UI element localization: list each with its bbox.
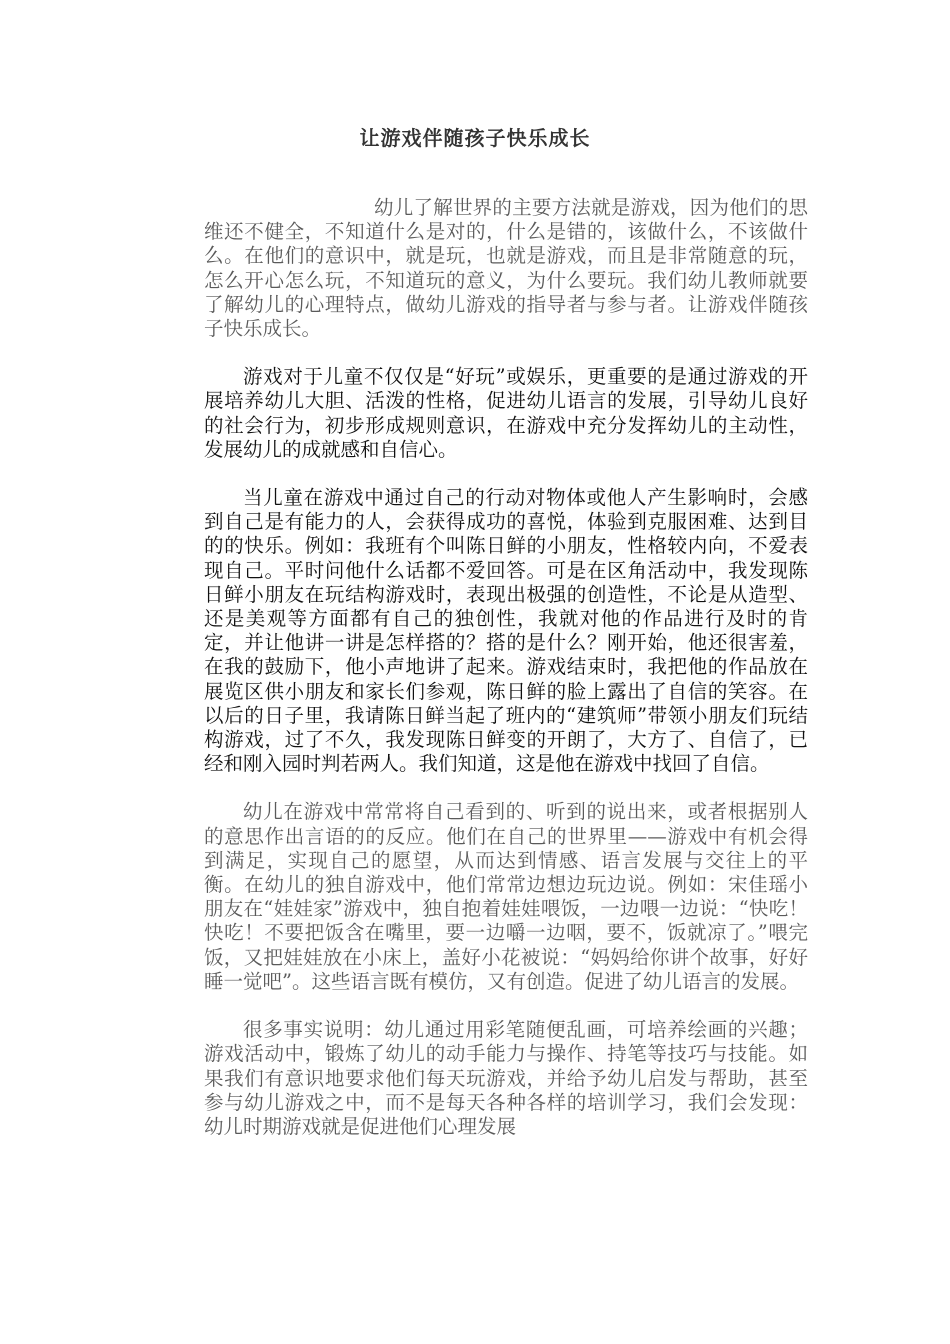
paragraph-3: 当儿童在游戏中通过自己的行动对物体或他人产生影响时，会感到自己是有能力的人，会获得成功的喜悦，体验到克服困难、达到目的的快乐。例如：我班有个叫陈日鲜的小朋友，性格较内向，不爱表现自己。平时问他什么话都不爱回答。可是在区角活动中，我发现陈日鲜小朋友在玩结构游戏时，表现出极强的创造性，不论是从造型、还是美观等方面都有自己的独创性，我就对他的作品进行及时的肯定，并让他讲一讲是怎样搭的？搭的是什么？刚开始，他还很害羞，在我的鼓励下，他小声地讲了起来。游戏结束时，我把他的作品放在展览区供小朋友和家长们参观，陈日鲜的脸上露出了自信的笑容。在以后的日子里，我请陈日鲜当起了班内的“建筑师”带领小朋友们玩结构游戏，过了不久，我发现陈日鲜变的开朗了，大方了、自信了，已经和刚入园时判若两人。我们知道，这是他在游戏中找回了自信。 (204, 486, 808, 776)
paragraph-2: 游戏对于儿童不仅仅是“好玩”或娱乐，更重要的是通过游戏的开展培养幼儿大胆、活泼的性格，促进幼儿语言的发展，引导幼儿良好的社会行为，初步形成规则意识，在游戏中充分发挥幼儿的主动性，发展幼儿的成就感和自信心。 (204, 365, 808, 461)
paragraph-1: 幼儿了解世界的主要方法就是游戏，因为他们的思维还不健全，不知道什么是对的，什么是错的，该做什么，不该做什么。在他们的意识中，就是玩，也就是游戏，而且是非常随意的玩，怎么开心怎么玩，不知道玩的意义，为什么要玩。我们幼儿教师就要了解幼儿的心理特点，做幼儿游戏的指导者与参与者。让游戏伴随孩子快乐成长。 (204, 196, 808, 341)
document-title: 让游戏伴随孩子快乐成长 (359, 126, 591, 150)
paragraph-4: 幼儿在游戏中常常将自己看到的、听到的说出来，或者根据别人的意思作出言语的的反应。他们在自己的世界里——游戏中有机会得到满足，实现自己的愿望，从而达到情感、语言发展与交往上的平衡。在幼儿的独自游戏中，他们常常边想边玩边说。例如：宋佳瑶小朋友在“娃娃家”游戏中，独自抱着娃娃喂饭，一边喂一边说：“快吃！快吃！不要把饭含在嘴里，要一边嚼一边咽，要不，饭就凉了。”喂完饭，又把娃娃放在小床上，盖好小花被说：“妈妈给你讲个故事，好好睡一觉吧”。这些语言既有模仿，又有创造。促进了幼儿语言的发展。 (204, 800, 808, 993)
document-body (204, 196, 808, 1139)
paragraph-5: 很多事实说明：幼儿通过用彩笔随便乱画，可培养绘画的兴趣；游戏活动中，锻炼了幼儿的动手能力与操作、持笔等技巧与技能。如果我们有意识地要求他们每天玩游戏，并给予幼儿启发与帮助，甚至参与幼儿游戏之中，而不是每天各种各样的培训学习，我们会发现：幼儿时期游戏就是促进他们心理发展 (204, 1018, 808, 1138)
